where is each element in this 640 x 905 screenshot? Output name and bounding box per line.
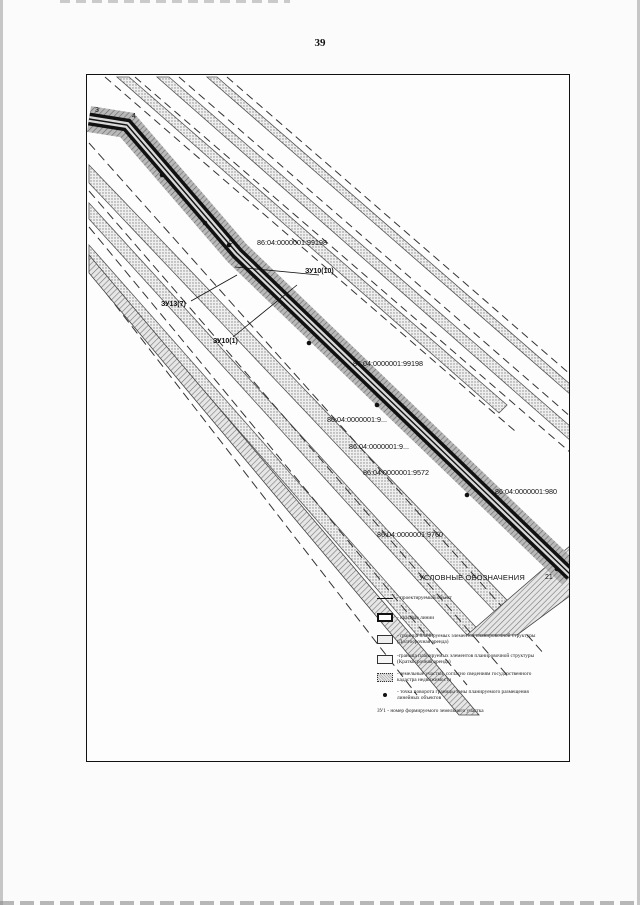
legend-item-zu bbox=[377, 708, 567, 714]
legend-item-text: - красные линии bbox=[397, 614, 435, 621]
legend-item-long-term bbox=[377, 633, 567, 645]
parcel-label: 86:04:0000001:9760 bbox=[377, 530, 443, 539]
long-term-symbol-icon bbox=[377, 635, 393, 644]
legend-item-line bbox=[377, 595, 567, 601]
legend-item-text: - проектируемый объект bbox=[397, 595, 452, 601]
map-frame bbox=[86, 74, 570, 762]
page-edge-left bbox=[0, 0, 3, 905]
point-label-4: 4 bbox=[132, 113, 136, 120]
legend-item-text: - граница планируемых элементов планировочной структуры (Долгосрочная аренда) bbox=[397, 633, 536, 645]
parcel-label: 86:04:0000001:980 bbox=[495, 487, 557, 496]
parcel-label: 86:04:0000001:9572 bbox=[363, 468, 429, 477]
line-symbol-icon bbox=[377, 598, 393, 599]
zu-label: ЗУ10(1) bbox=[213, 338, 238, 345]
page-edge-bottom bbox=[0, 901, 640, 905]
legend-item-text: -граница планируемых элементов планировочной структуры (Краткосрочная аренда) bbox=[397, 653, 535, 665]
parcel-label: 86:04:0000001:99198 bbox=[353, 359, 423, 368]
parcel-label: 86:04:0000001:9... bbox=[349, 442, 409, 451]
legend-item-text: - точка поворота границы зоны планируемого размещения линейных объектов bbox=[397, 689, 529, 701]
legend-item-text: ЗУ1 - номер формируемого земельного участка bbox=[377, 708, 484, 714]
legend bbox=[377, 573, 567, 714]
page-number: 39 bbox=[314, 37, 326, 49]
page-edge-top bbox=[60, 0, 290, 3]
point-label-3: 3 bbox=[95, 107, 99, 114]
parcel-label: 86:04:0000001:9... bbox=[327, 415, 387, 424]
zu-label: ЗУ13(7) bbox=[161, 301, 186, 308]
turn-point-icon bbox=[383, 693, 387, 697]
red-line-symbol-icon bbox=[377, 613, 393, 622]
legend-item-text: - земельные участки, согласно сведениям государственного кадастра недвижимости bbox=[397, 671, 532, 683]
point-label-5: 5 bbox=[229, 239, 233, 246]
point-label-21: 21 bbox=[545, 574, 553, 581]
legend-item-red-line bbox=[377, 613, 567, 622]
legend-title: УСЛОВНЫЕ ОБОЗНАЧЕНИЯ bbox=[419, 573, 525, 582]
short-term-symbol-icon bbox=[377, 655, 393, 664]
parcel-label: 86:04:0000001:99198 bbox=[257, 238, 327, 247]
cadastre-symbol-icon bbox=[377, 673, 393, 682]
legend-item-dot bbox=[377, 689, 567, 701]
legend-item-short-term bbox=[377, 653, 567, 665]
legend-item-cadastre bbox=[377, 671, 567, 683]
zu-label: ЗУ10(10) bbox=[305, 268, 334, 275]
